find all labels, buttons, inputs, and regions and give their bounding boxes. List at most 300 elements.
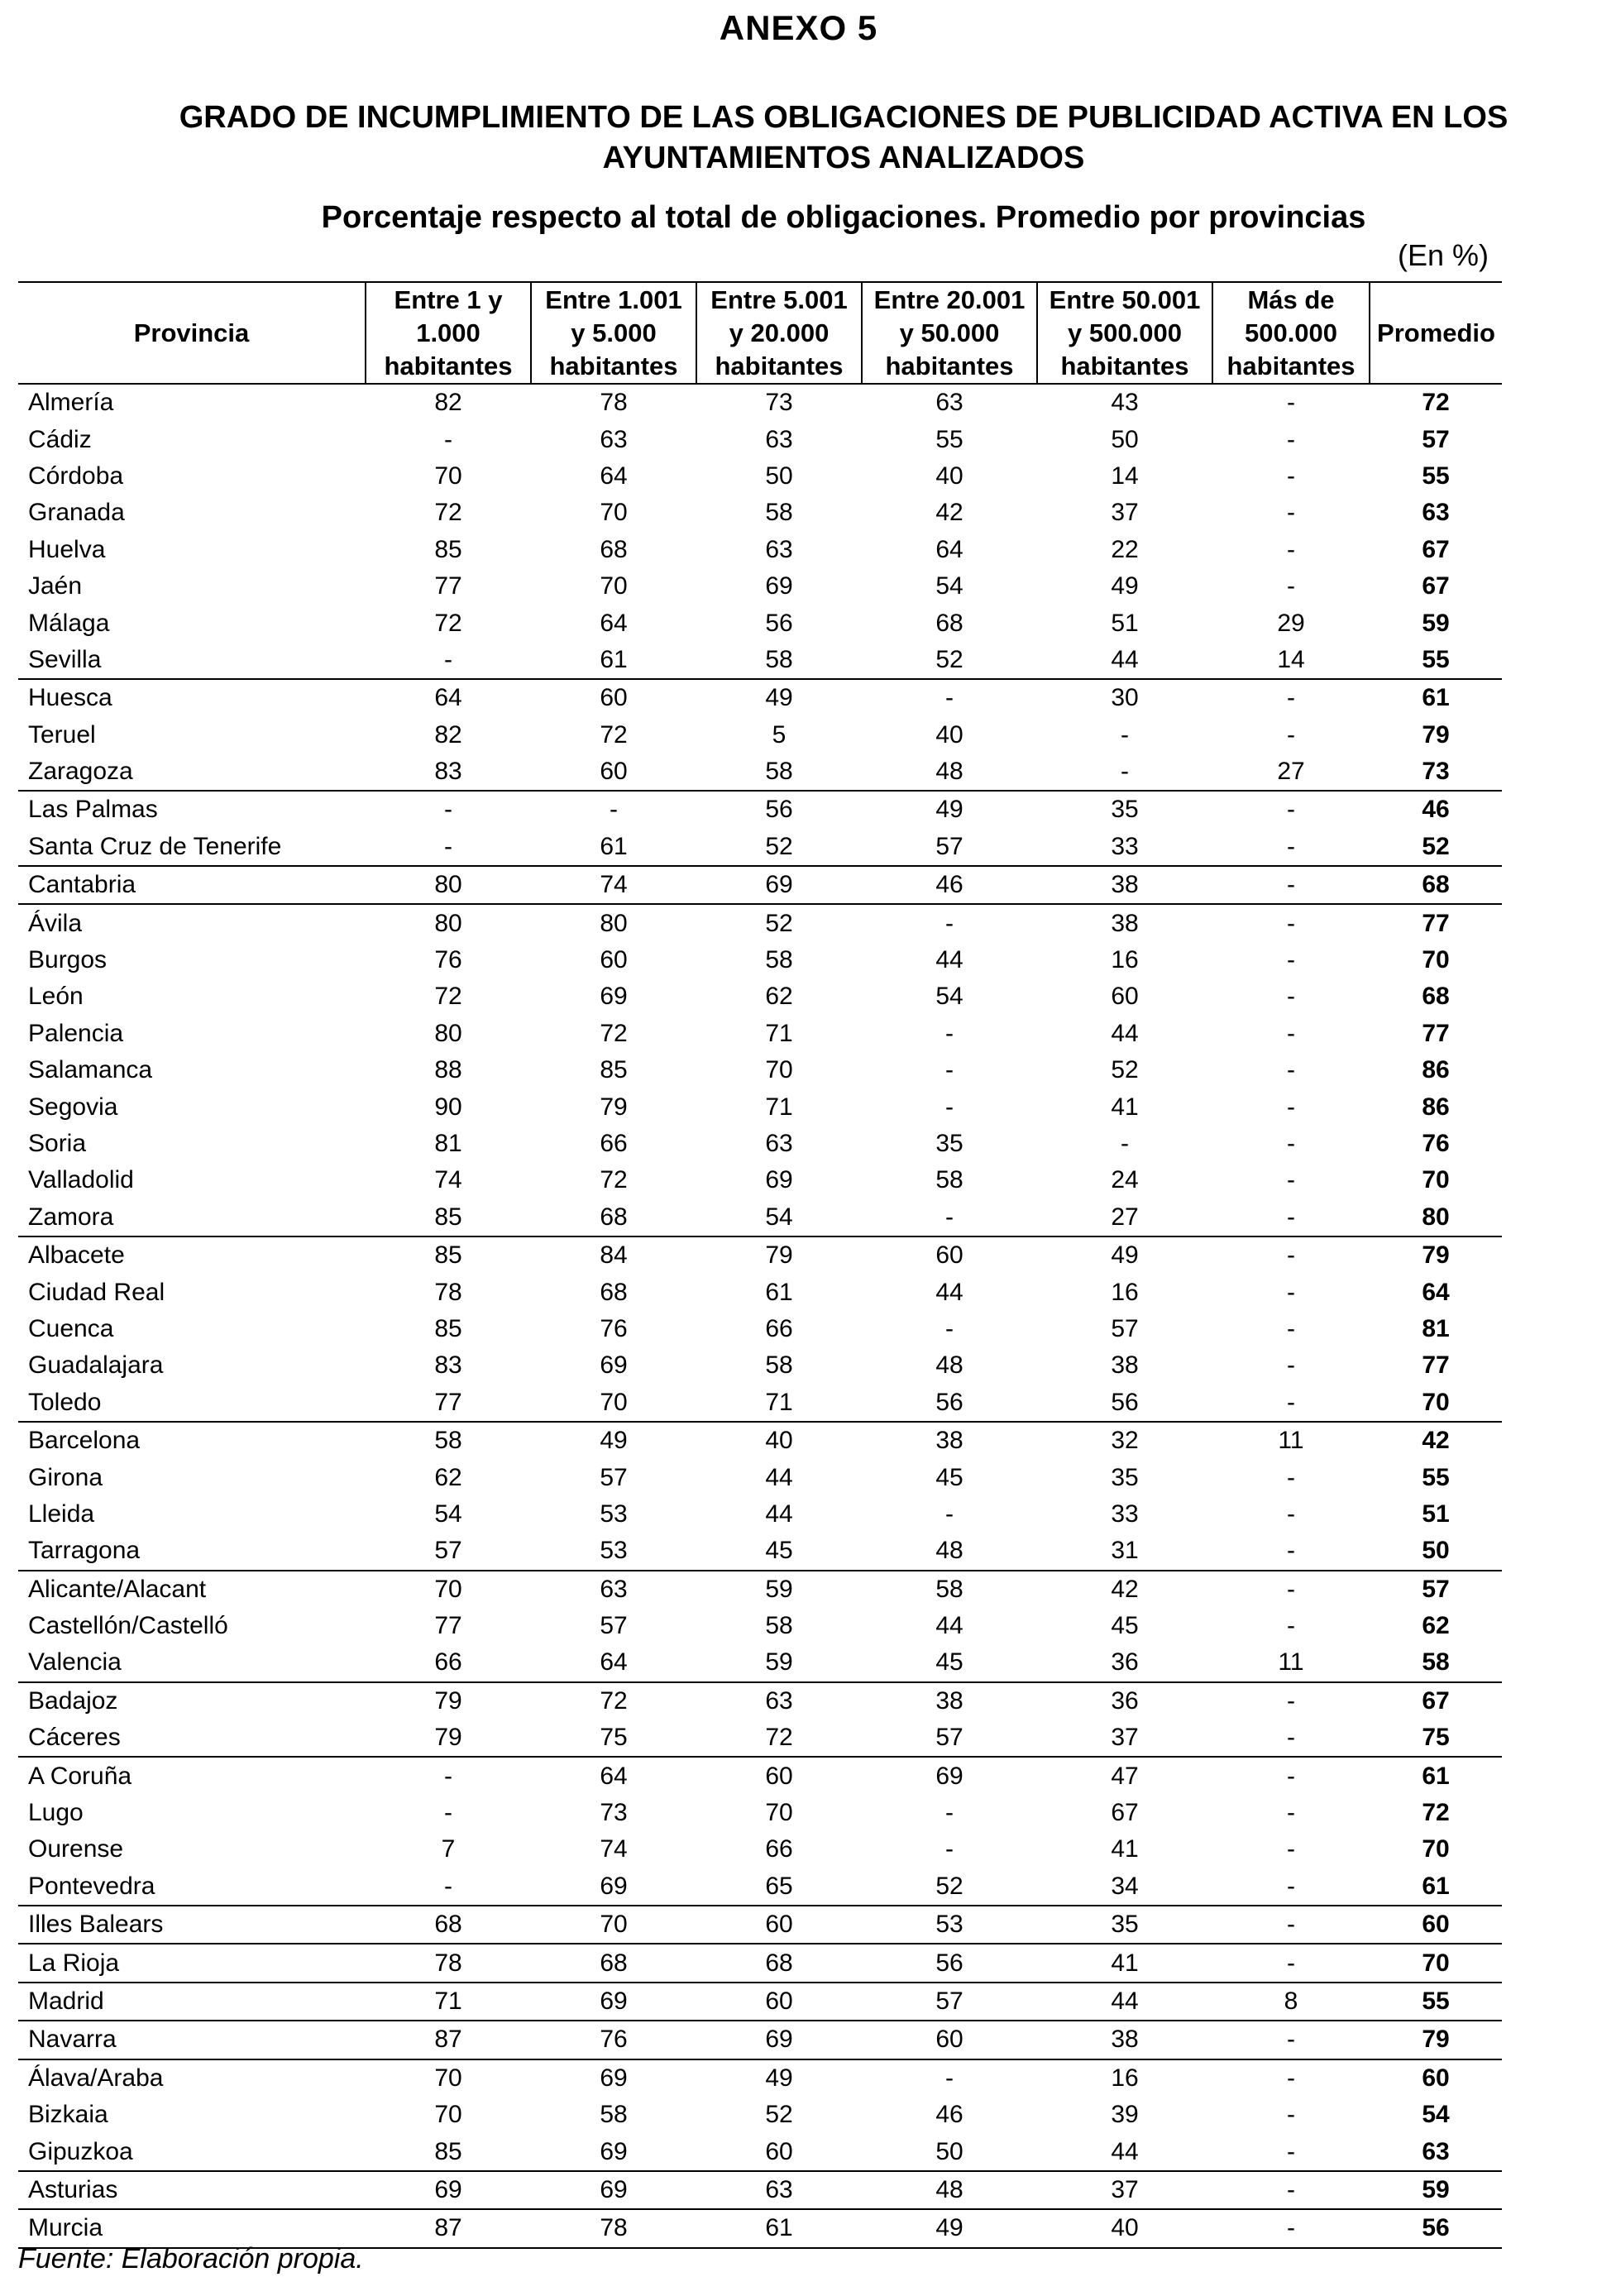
- cell-1-1000: -: [366, 1757, 531, 1794]
- cell-provincia: Málaga: [28, 609, 110, 637]
- cell-20001-50000: 44: [935, 946, 963, 974]
- cell-1-1000: 80: [366, 866, 531, 904]
- cell-1-1000: 70: [434, 462, 462, 490]
- cell-mas-500000: -: [1287, 1351, 1295, 1380]
- cell-provincia: Jaén: [28, 572, 83, 600]
- cell-provincia: Teruel: [28, 720, 96, 749]
- cell-5001-20000: 44: [765, 1463, 793, 1491]
- cell-5001-20000: 54: [765, 1203, 793, 1231]
- cell-mas-500000: -: [1212, 1682, 1370, 1720]
- cell-5001-20000: 58: [765, 645, 793, 673]
- cell-1001-5000: 60: [600, 946, 628, 974]
- cell-mas-500000: -: [1287, 1019, 1295, 1047]
- cell-provincia: León: [28, 983, 84, 1011]
- cell-promedio: 67: [1422, 535, 1450, 563]
- cell-1001-5000: 69: [531, 1983, 696, 2021]
- cell-50001-500000: 32: [1037, 1422, 1212, 1459]
- cell-1-1000: 87: [366, 2021, 531, 2059]
- cell-mas-500000: -: [1212, 2021, 1370, 2059]
- cell-5001-20000: 58: [765, 1612, 793, 1640]
- cell-mas-500000: -: [1287, 2137, 1295, 2165]
- cell-50001-500000: 56: [1111, 1388, 1139, 1416]
- cell-mas-500000: -: [1212, 866, 1370, 904]
- cell-20001-50000: 46: [935, 2101, 963, 2129]
- table-row: [18, 1831, 1502, 1868]
- compliance-table: [18, 281, 1502, 2249]
- cell-5001-20000: 60: [696, 1906, 862, 1944]
- cell-5001-20000: 50: [765, 462, 793, 490]
- cell-promedio: 70: [1422, 1835, 1450, 1863]
- cell-1-1000: 72: [434, 609, 462, 637]
- table-row: [18, 1496, 1502, 1533]
- cell-provincia: Valencia: [28, 1648, 122, 1677]
- cell-promedio: 73: [1422, 758, 1450, 786]
- cell-50001-500000: 57: [1111, 1314, 1139, 1342]
- table-row: [18, 978, 1502, 1015]
- header-col-3-line-1: Entre 5.001: [710, 285, 848, 314]
- cell-promedio: 63: [1422, 2137, 1450, 2165]
- cell-20001-50000: 60: [862, 2021, 1037, 2059]
- table-row: [18, 791, 1502, 828]
- cell-mas-500000: -: [1287, 1537, 1295, 1565]
- header-col-6: [1212, 282, 1370, 384]
- cell-promedio: 62: [1422, 1612, 1450, 1640]
- cell-promedio: 61: [1370, 1757, 1502, 1794]
- cell-promedio: 51: [1422, 1500, 1450, 1528]
- header-col-5: [1037, 282, 1212, 384]
- table-row: [18, 384, 1502, 421]
- table-row: [18, 1533, 1502, 1570]
- cell-1001-5000: 70: [531, 1906, 696, 1944]
- cell-promedio: 54: [1422, 2101, 1450, 2129]
- cell-5001-20000: 56: [696, 791, 862, 828]
- cell-50001-500000: 41: [1111, 1835, 1139, 1863]
- cell-20001-50000: 56: [862, 1944, 1037, 1982]
- cell-promedio: 72: [1422, 389, 1450, 417]
- cell-provincia: Girona: [28, 1463, 103, 1491]
- table-row: [18, 2059, 1502, 2097]
- table-row: [18, 1944, 1502, 1982]
- cell-promedio: 61: [1422, 1872, 1450, 1900]
- cell-promedio: 70: [1422, 1388, 1450, 1416]
- cell-promedio: 86: [1422, 1056, 1450, 1084]
- cell-20001-50000: 57: [935, 832, 963, 860]
- cell-provincia: Castellón/Castelló: [28, 1612, 228, 1640]
- cell-provincia: Tarragona: [28, 1537, 141, 1565]
- table-row: [18, 1983, 1502, 2021]
- header-col-3-line-2: y 20.000: [729, 318, 830, 347]
- cell-provincia: Santa Cruz de Tenerife: [28, 832, 282, 860]
- cell-50001-500000: 37: [1111, 1724, 1139, 1752]
- cell-1-1000: 80: [366, 904, 531, 941]
- cell-1-1000: 90: [434, 1093, 462, 1121]
- cell-1001-5000: 75: [600, 1724, 628, 1752]
- cell-1001-5000: 70: [600, 572, 628, 600]
- cell-provincia: Albacete: [18, 1236, 366, 1274]
- table-row: [18, 1608, 1502, 1644]
- cell-mas-500000: -: [1287, 946, 1295, 974]
- cell-promedio: 64: [1422, 1278, 1450, 1306]
- cell-1001-5000: 69: [531, 2059, 696, 2097]
- cell-1-1000: 70: [366, 2059, 531, 2097]
- cell-promedio: 77: [1422, 1019, 1450, 1047]
- cell-promedio: 57: [1422, 425, 1450, 453]
- cell-provincia: Segovia: [28, 1093, 118, 1121]
- cell-1001-5000: 85: [600, 1056, 628, 1084]
- cell-promedio: 76: [1422, 1130, 1450, 1157]
- cell-5001-20000: 49: [696, 2059, 862, 2097]
- cell-1-1000: 66: [434, 1648, 462, 1677]
- cell-mas-500000: -: [1287, 1612, 1295, 1640]
- cell-50001-500000: 14: [1111, 462, 1139, 490]
- cell-50001-500000: 34: [1111, 1872, 1139, 1900]
- cell-20001-50000: 35: [935, 1130, 963, 1157]
- cell-20001-50000: 44: [935, 1278, 963, 1306]
- cell-promedio: 86: [1422, 1093, 1450, 1121]
- cell-promedio: 70: [1422, 1166, 1450, 1194]
- cell-provincia: Álava/Araba: [18, 2059, 366, 2097]
- cell-5001-20000: 60: [765, 2137, 793, 2165]
- cell-5001-20000: 63: [765, 535, 793, 563]
- cell-provincia: Badajoz: [18, 1682, 366, 1720]
- cell-50001-500000: 44: [1111, 645, 1139, 673]
- cell-1001-5000: 69: [600, 1872, 628, 1900]
- cell-1001-5000: -: [531, 791, 696, 828]
- table-row: [18, 1385, 1502, 1422]
- cell-1001-5000: 69: [531, 2171, 696, 2209]
- cell-promedio: 46: [1370, 791, 1502, 828]
- cell-1001-5000: 72: [600, 1019, 628, 1047]
- cell-5001-20000: 40: [696, 1422, 862, 1459]
- cell-1-1000: 68: [366, 1906, 531, 1944]
- table-row: [18, 2171, 1502, 2209]
- cell-20001-50000: 57: [862, 1983, 1037, 2021]
- cell-20001-50000: 56: [935, 1388, 963, 1416]
- cell-20001-50000: 49: [862, 2209, 1037, 2247]
- cell-promedio: 52: [1422, 832, 1450, 860]
- cell-1-1000: -: [366, 791, 531, 828]
- table-row: [18, 2133, 1502, 2170]
- subtitle: Porcentaje respecto al total de obligaciones. Promedio por provincias: [321, 200, 1366, 235]
- header-col-1-line-2: 1.000: [416, 318, 481, 347]
- table-row: [18, 904, 1502, 941]
- cell-20001-50000: 69: [862, 1757, 1037, 1794]
- cell-mas-500000: 27: [1277, 758, 1305, 786]
- table-row: [18, 1906, 1502, 1944]
- table-row: [18, 866, 1502, 904]
- table-row: [18, 753, 1502, 791]
- cell-50001-500000: 24: [1111, 1166, 1139, 1194]
- cell-1-1000: 71: [366, 1983, 531, 2021]
- cell-mas-500000: -: [1212, 2059, 1370, 2097]
- cell-20001-50000: 54: [935, 983, 963, 1011]
- cell-20001-50000: 58: [935, 1166, 963, 1194]
- cell-5001-20000: 70: [765, 1799, 793, 1827]
- cell-mas-500000: 14: [1277, 645, 1305, 673]
- cell-mas-500000: -: [1287, 1388, 1295, 1416]
- cell-1001-5000: 61: [600, 645, 628, 673]
- cell-50001-500000: 36: [1037, 1682, 1212, 1720]
- cell-50001-500000: 35: [1037, 1906, 1212, 1944]
- header-row: [18, 282, 1502, 384]
- cell-1-1000: -: [444, 1872, 452, 1900]
- cell-mas-500000: -: [1212, 1944, 1370, 1982]
- cell-mas-500000: -: [1287, 1130, 1295, 1157]
- cell-5001-20000: 63: [696, 2171, 862, 2209]
- cell-20001-50000: 64: [935, 535, 963, 563]
- cell-5001-20000: 60: [696, 1757, 862, 1794]
- table-row: [18, 2097, 1502, 2133]
- header-col-6-line-3: habitantes: [1226, 351, 1356, 380]
- cell-1001-5000: 79: [600, 1093, 628, 1121]
- cell-20001-50000: -: [945, 1093, 954, 1121]
- cell-mas-500000: -: [1212, 1757, 1370, 1794]
- cell-mas-500000: -: [1287, 2101, 1295, 2129]
- header-col-2: [531, 282, 696, 384]
- cell-1001-5000: 84: [531, 1236, 696, 1274]
- cell-mas-500000: 29: [1277, 609, 1305, 637]
- cell-20001-50000: 40: [935, 462, 963, 490]
- cell-50001-500000: 60: [1111, 983, 1139, 1011]
- cell-5001-20000: 63: [696, 1682, 862, 1720]
- cell-5001-20000: 60: [696, 1983, 862, 2021]
- cell-50001-500000: 67: [1111, 1799, 1139, 1827]
- cell-provincia: Ciudad Real: [28, 1278, 165, 1306]
- cell-1001-5000: 68: [531, 1944, 696, 1982]
- cell-provincia: Cádiz: [28, 425, 92, 453]
- header-col-1-line-1: Entre 1 y: [394, 285, 503, 314]
- cell-1-1000: 82: [434, 720, 462, 749]
- table-row: [18, 1644, 1502, 1681]
- cell-20001-50000: 50: [935, 2137, 963, 2165]
- table-row: [18, 679, 1502, 716]
- cell-5001-20000: 71: [765, 1019, 793, 1047]
- cell-5001-20000: 45: [765, 1537, 793, 1565]
- cell-20001-50000: 38: [862, 1682, 1037, 1720]
- cell-1001-5000: 69: [600, 2137, 628, 2165]
- cell-5001-20000: 61: [696, 2209, 862, 2247]
- cell-1-1000: -: [444, 425, 452, 453]
- cell-promedio: 55: [1422, 1463, 1450, 1491]
- cell-1001-5000: 76: [600, 1314, 628, 1342]
- table-row: [18, 532, 1502, 568]
- cell-mas-500000: -: [1287, 983, 1295, 1011]
- cell-1-1000: 69: [366, 2171, 531, 2209]
- table-row: [18, 495, 1502, 531]
- cell-1-1000: 54: [434, 1500, 462, 1528]
- cell-mas-500000: -: [1212, 2209, 1370, 2247]
- cell-1-1000: 62: [434, 1463, 462, 1491]
- cell-mas-500000: -: [1287, 1799, 1295, 1827]
- cell-5001-20000: 71: [765, 1093, 793, 1121]
- cell-20001-50000: 58: [862, 1571, 1037, 1608]
- table-row: [18, 1422, 1502, 1459]
- cell-5001-20000: 66: [765, 1835, 793, 1863]
- cell-mas-500000: -: [1287, 1724, 1295, 1752]
- header-col-5-line-1: Entre 50.001: [1049, 285, 1201, 314]
- cell-provincia: A Coruña: [18, 1757, 366, 1794]
- cell-1-1000: 7: [441, 1835, 456, 1863]
- cell-promedio: 60: [1370, 1906, 1502, 1944]
- cell-mas-500000: -: [1287, 1278, 1295, 1306]
- cell-1-1000: 72: [434, 499, 462, 527]
- table-row: [18, 829, 1502, 866]
- cell-1001-5000: 70: [600, 499, 628, 527]
- cell-5001-20000: 72: [765, 1724, 793, 1752]
- cell-1001-5000: 78: [531, 2209, 696, 2247]
- cell-1001-5000: 68: [600, 535, 628, 563]
- cell-5001-20000: 56: [765, 609, 793, 637]
- cell-1-1000: 74: [434, 1166, 462, 1194]
- cell-provincia: Sevilla: [28, 645, 102, 673]
- cell-promedio: 79: [1422, 720, 1450, 749]
- table-row: [18, 1126, 1502, 1162]
- cell-promedio: 79: [1370, 1236, 1502, 1274]
- table-row: [18, 717, 1502, 753]
- cell-promedio: 50: [1422, 1537, 1450, 1565]
- cell-20001-50000: 42: [935, 499, 963, 527]
- cell-50001-500000: 33: [1111, 832, 1139, 860]
- cell-mas-500000: -: [1287, 389, 1295, 417]
- cell-50001-500000: 43: [1111, 389, 1139, 417]
- cell-1001-5000: 64: [600, 462, 628, 490]
- table-row: [18, 1274, 1502, 1310]
- table-row: [18, 1162, 1502, 1198]
- cell-1001-5000: 74: [600, 1835, 628, 1863]
- cell-provincia: Illes Balears: [18, 1906, 366, 1944]
- cell-50001-500000: 51: [1111, 609, 1139, 637]
- table-row: [18, 942, 1502, 978]
- cell-1-1000: 83: [434, 1351, 462, 1380]
- cell-20001-50000: 38: [862, 1422, 1037, 1459]
- table-row: [18, 642, 1502, 679]
- cell-20001-50000: 52: [935, 1872, 963, 1900]
- cell-mas-500000: -: [1287, 1203, 1295, 1231]
- cell-mas-500000: -: [1212, 791, 1370, 828]
- cell-20001-50000: -: [945, 1056, 954, 1084]
- main-title: GRADO DE INCUMPLIMIENTO DE LAS OBLIGACIONES DE PUBLICIDAD ACTIVA EN LOS AYUNTAMIENTOS ANALIZADOS: [179, 100, 1509, 175]
- cell-promedio: 55: [1422, 462, 1450, 490]
- cell-provincia: Alicante/Alacant: [18, 1571, 366, 1608]
- cell-1001-5000: 69: [600, 983, 628, 1011]
- cell-promedio: 67: [1370, 1682, 1502, 1720]
- table-row: [18, 1720, 1502, 1757]
- cell-20001-50000: 49: [862, 791, 1037, 828]
- table-row: [18, 1088, 1502, 1125]
- cell-1-1000: -: [444, 832, 452, 860]
- table-row: [18, 1682, 1502, 1720]
- cell-1001-5000: 60: [531, 679, 696, 716]
- cell-promedio: 68: [1370, 866, 1502, 904]
- cell-20001-50000: 40: [935, 720, 963, 749]
- cell-mas-500000: 11: [1212, 1422, 1370, 1459]
- cell-provincia: Murcia: [18, 2209, 366, 2247]
- table-row: [18, 458, 1502, 495]
- cell-20001-50000: -: [945, 1500, 954, 1528]
- cell-5001-20000: 69: [696, 866, 862, 904]
- cell-20001-50000: 48: [935, 1351, 963, 1380]
- cell-provincia: Valladolid: [28, 1166, 134, 1194]
- cell-50001-500000: 35: [1037, 791, 1212, 828]
- cell-promedio: 77: [1422, 1351, 1450, 1380]
- cell-1001-5000: 53: [600, 1500, 628, 1528]
- cell-provincia: Lugo: [28, 1799, 84, 1827]
- cell-1001-5000: 76: [531, 2021, 696, 2059]
- cell-20001-50000: 45: [935, 1648, 963, 1677]
- cell-mas-500000: -: [1287, 425, 1295, 453]
- cell-5001-20000: 69: [765, 572, 793, 600]
- cell-50001-500000: 45: [1111, 1612, 1139, 1640]
- cell-5001-20000: 65: [765, 1872, 793, 1900]
- cell-1001-5000: 68: [600, 1278, 628, 1306]
- table-row: [18, 1459, 1502, 1495]
- cell-provincia: Lleida: [28, 1500, 95, 1528]
- cell-mas-500000: 8: [1212, 1983, 1370, 2021]
- cell-50001-500000: 41: [1111, 1093, 1139, 1121]
- cell-1-1000: 82: [434, 389, 462, 417]
- cell-mas-500000: 11: [1278, 1648, 1304, 1677]
- cell-1001-5000: 58: [600, 2101, 628, 2129]
- cell-20001-50000: -: [862, 679, 1037, 716]
- cell-5001-20000: 58: [765, 758, 793, 786]
- cell-provincia: Cáceres: [28, 1724, 121, 1752]
- cell-promedio: 57: [1370, 1571, 1502, 1608]
- table-row: [18, 1052, 1502, 1088]
- cell-1001-5000: 66: [600, 1130, 628, 1157]
- cell-mas-500000: -: [1287, 572, 1295, 600]
- cell-promedio: 56: [1370, 2209, 1502, 2247]
- cell-1001-5000: 72: [531, 1682, 696, 1720]
- cell-5001-20000: 44: [765, 1500, 793, 1528]
- cell-5001-20000: 63: [765, 1130, 793, 1157]
- cell-mas-500000: -: [1287, 1093, 1295, 1121]
- cell-20001-50000: 68: [935, 609, 963, 637]
- cell-50001-500000: -: [1121, 720, 1129, 749]
- cell-1-1000: 83: [434, 758, 462, 786]
- cell-50001-500000: 35: [1111, 1463, 1139, 1491]
- cell-1-1000: 77: [434, 572, 462, 600]
- cell-50001-500000: 44: [1037, 1983, 1212, 2021]
- cell-promedio: 55: [1422, 645, 1450, 673]
- cell-provincia: Bizkaia: [28, 2101, 108, 2129]
- cell-50001-500000: 16: [1111, 946, 1139, 974]
- table-row: [18, 1868, 1502, 1906]
- header-col-6-line-2: 500.000: [1244, 318, 1338, 347]
- cell-provincia: Cuenca: [28, 1314, 114, 1342]
- header-col-2-line-3: habitantes: [549, 351, 678, 380]
- cell-1-1000: 85: [434, 1314, 462, 1342]
- table-row: [18, 1795, 1502, 1831]
- annex-title: ANEXO 5: [719, 8, 878, 47]
- cell-promedio: 58: [1422, 1648, 1450, 1677]
- cell-provincia: Toledo: [28, 1388, 102, 1416]
- cell-20001-50000: 44: [935, 1612, 963, 1640]
- cell-50001-500000: 40: [1037, 2209, 1212, 2247]
- cell-1001-5000: 72: [600, 1166, 628, 1194]
- cell-mas-500000: -: [1287, 720, 1295, 749]
- header-col-1-line-3: habitantes: [384, 351, 513, 380]
- table-row: [18, 1571, 1502, 1608]
- cell-provincia: Huesca: [18, 679, 366, 716]
- cell-50001-500000: 47: [1037, 1757, 1212, 1794]
- cell-1-1000: 78: [366, 1944, 531, 1982]
- header-col-5-line-3: habitantes: [1060, 351, 1189, 380]
- cell-provincia: Las Palmas: [18, 791, 366, 828]
- cell-provincia: Ourense: [28, 1835, 124, 1863]
- cell-5001-20000: 71: [765, 1388, 793, 1416]
- cell-promedio: 68: [1422, 983, 1450, 1011]
- cell-mas-500000: -: [1212, 904, 1370, 941]
